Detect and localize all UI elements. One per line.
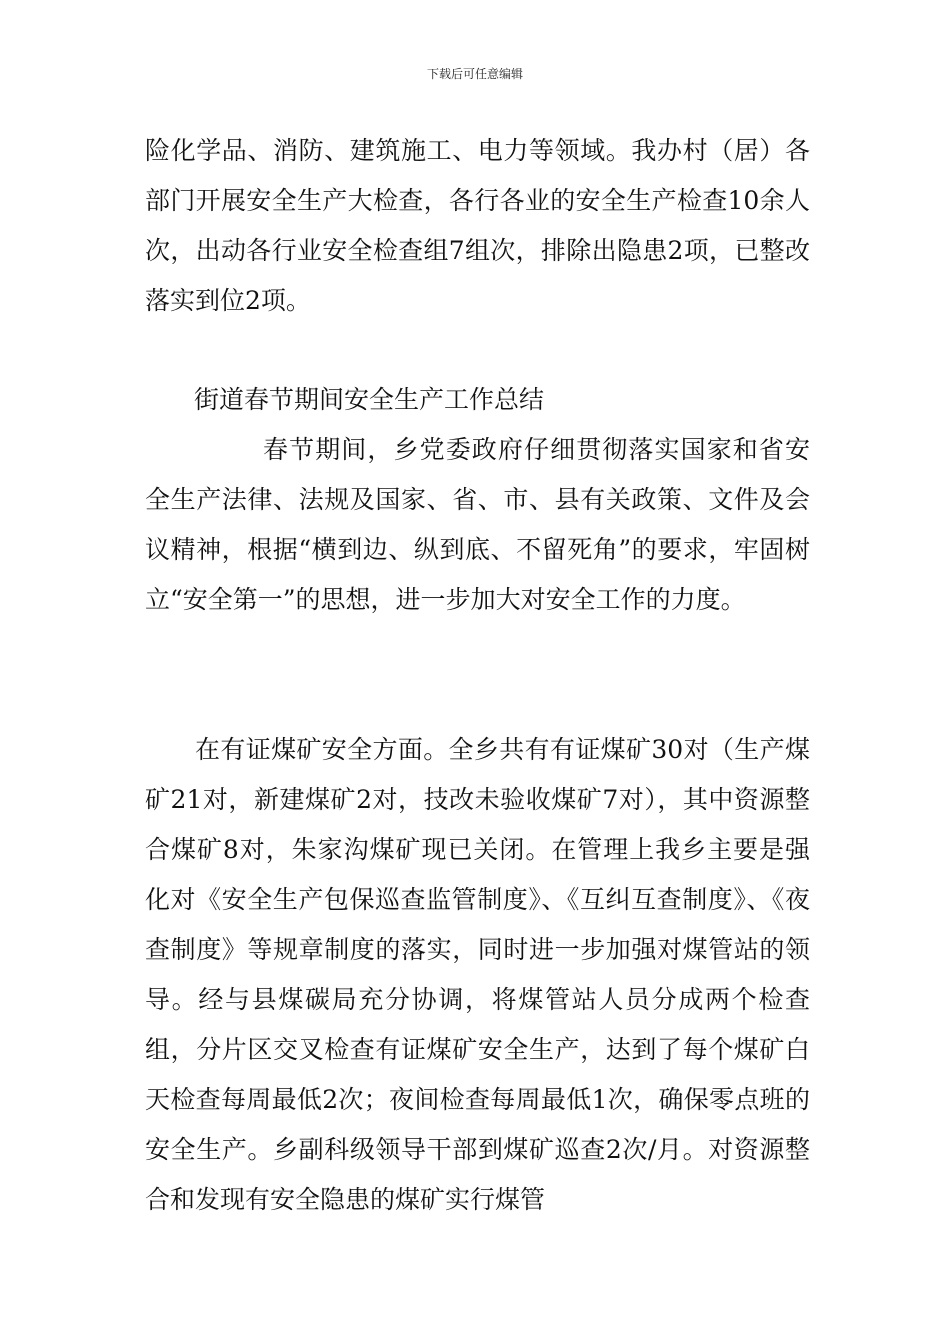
- page-header-note: 下载后可任意编辑: [426, 67, 523, 81]
- paragraph-inspection-summary: 险化学品、消防、建筑施工、电力等领域。我办村（居）各部门开展安全生产大检查，各行各业的安全生产检查10余人次，出动各行业安全检查组7组次，排除出隐患2项，已整改落实到位2项。: [145, 136, 810, 315]
- paragraph-spring-festival-intro: 春节期间，乡党委政府仔细贯彻落实国家和省安全生产法律、法规及国家、省、市、县有关政策、文件及会议精神，根据“横到边、纵到底、不留死角”的要求，牢固树立“安全第一”的思想，进一步加大对安全工作的力度。: [145, 435, 810, 614]
- section-heading: 街道春节期间安全生产工作总结: [194, 385, 545, 414]
- paragraph-coal-mine-safety: 在有证煤矿安全方面。全乡共有有证煤矿30对（生产煤矿21对，新建煤矿2对，技改未验收煤矿7对），其中资源整合煤矿8对，朱家沟煤矿现已关闭。在管理上我乡主要是强化对《安全生产包保巡查监管制度》、《互纠互查制度》、《夜查制度》等规章制度的落实，同时进一步加强对煤管站的领导。经与县煤碳局充分协调，将煤管站人员分成两个检查组，分片区交叉检查有证煤矿安全生产，达到了每个煤矿白天检查每周最低2次；夜间检查每周最低1次，确保零点班的安全生产。乡副科级领导干部到煤矿巡查2次/月。对资源整合和发现有安全隐患的煤矿实行煤管: [145, 735, 810, 1214]
